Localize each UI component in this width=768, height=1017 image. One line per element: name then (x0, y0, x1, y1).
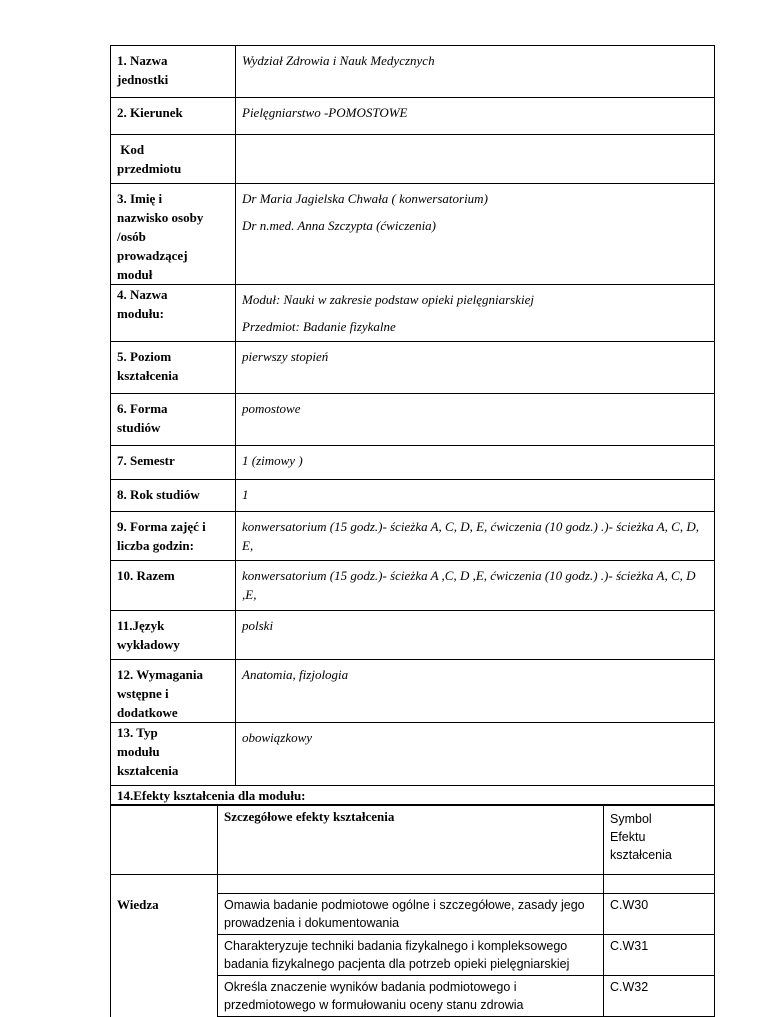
value-line: 1 (zimowy ) (242, 453, 303, 468)
row-label: 12. Wymagania wstępne i dodatkowe (111, 660, 236, 723)
row-label: 11.Język wykładowy (111, 611, 236, 660)
row-label: 7. Semestr (111, 446, 236, 480)
outcomes-column-header: Szczegółowe efekty kształcenia (218, 806, 604, 875)
value-line: 1 (242, 487, 249, 502)
row-value (236, 480, 715, 512)
table-row (111, 611, 715, 660)
table-row (111, 285, 715, 342)
symbol-column-header: Symbol Efektu kształcenia (604, 806, 715, 875)
value-line: Pielęgniarstwo -POMOSTOWE (242, 105, 408, 120)
table-row (111, 46, 715, 98)
row-label: 9. Forma zajęć i liczba godzin: (111, 512, 236, 561)
row-value (236, 394, 715, 446)
table-row (111, 394, 715, 446)
row-label: 5. Poziom kształcenia (111, 342, 236, 394)
outcome-text: Charakteryzuje techniki badania fizykalnego i kompleksowego badania fizykalnego pacjenta dla potrzeb opieki pielęgniarskiej (218, 935, 604, 976)
course-info-table (110, 45, 715, 786)
row-value (236, 512, 715, 561)
row-value (236, 98, 715, 135)
table-row (111, 561, 715, 611)
row-label: 10. Razem (111, 561, 236, 611)
efekty-section-title: 14.Efekty kształcenia dla modułu: (110, 786, 715, 805)
row-value (236, 135, 715, 184)
table-row (111, 342, 715, 394)
row-value (236, 611, 715, 660)
row-value (236, 46, 715, 98)
row-label: 4. Nazwa modułu: (111, 285, 236, 342)
value-line: Anatomia, fizjologia (242, 667, 349, 682)
table-row (111, 976, 715, 1017)
row-label: 6. Forma studiów (111, 394, 236, 446)
row-label: 13. Typ modułu kształcenia (111, 723, 236, 786)
table-row (111, 184, 715, 285)
outcome-text: Omawia badanie podmiotowe ogólne i szczegółowe, zasady jego prowadzenia i dokumentowania (218, 894, 604, 935)
value-line: pomostowe (242, 401, 301, 416)
row-value (236, 723, 715, 786)
row-value (236, 446, 715, 480)
value-line: konwersatorium (15 godz.)- ścieżka A, C, D, E, ćwiczenia (10 godz.) .)- ścieżka A, C, D, E, (242, 519, 699, 553)
table-row (111, 723, 715, 786)
row-label: Kod przedmiotu (111, 135, 236, 184)
table-row (111, 446, 715, 480)
value-line: Przedmiot: Badanie fizykalne (242, 319, 396, 334)
row-value (236, 184, 715, 285)
row-label: 8. Rok studiów (111, 480, 236, 512)
value-line: polski (242, 618, 274, 633)
table-row (111, 135, 715, 184)
row-label: 3. Imię i nazwisko osoby /osób prowadzącej moduł (111, 184, 236, 285)
outcome-text: Określa znaczenie wyników badania podmiotowego i przedmiotowego w formułowaniu oceny stanu zdrowia (218, 976, 604, 1017)
learning-outcomes-table (110, 805, 715, 1017)
table-row (111, 935, 715, 976)
outcome-symbol: C.W30 (604, 894, 715, 935)
row-value (236, 561, 715, 611)
syllabus-page (110, 45, 715, 1017)
row-label: 1. Nazwa jednostki (111, 46, 236, 98)
value-line: pierwszy stopień (242, 349, 329, 364)
outcome-symbol: C.W32 (604, 976, 715, 1017)
table-header-row (111, 806, 715, 875)
row-label: 2. Kierunek (111, 98, 236, 135)
table-row (111, 660, 715, 723)
row-value (236, 342, 715, 394)
value-line: konwersatorium (15 godz.)- ścieżka A ,C, D ,E, ćwiczenia (10 godz.) .)- ścieżka A, C, D ,E, (242, 568, 696, 602)
value-line: obowiązkowy (242, 730, 313, 745)
table-row (111, 98, 715, 135)
row-value (236, 660, 715, 723)
value-line: Dr Maria Jagielska Chwała ( konwersatorium) (242, 191, 488, 206)
table-row (111, 894, 715, 935)
outcome-symbol: C.W31 (604, 935, 715, 976)
table-row (111, 480, 715, 512)
row-value (236, 285, 715, 342)
value-line: Moduł: Nauki w zakresie podstaw opieki pielęgniarskiej (242, 292, 534, 307)
table-row (111, 512, 715, 561)
value-line: Dr n.med. Anna Szczypta (ćwiczenia) (242, 218, 437, 233)
value-line: Wydział Zdrowia i Nauk Medycznych (242, 53, 435, 68)
category-label: Wiedza (111, 894, 218, 935)
